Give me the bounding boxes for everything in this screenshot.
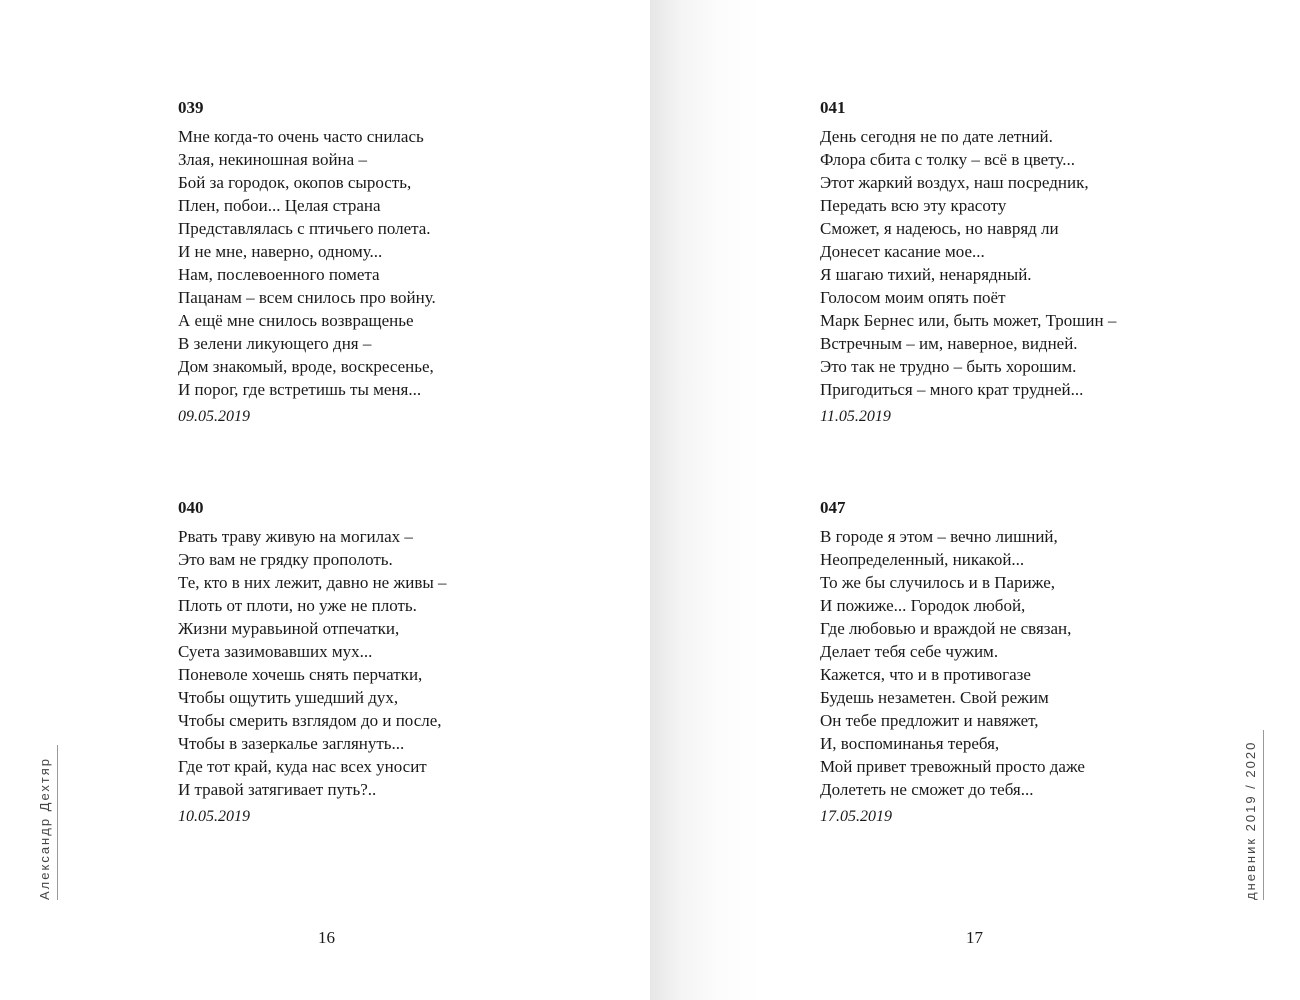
poem-line: День сегодня не по дате летний. [820,127,1053,146]
poem-line: Флора сбита с толку – всё в цвету... [820,150,1075,169]
poem-line: Жизни муравьиной отпечатки, [178,619,400,638]
poem-date: 09.05.2019 [178,408,250,425]
poem-line: Он тебе предложит и навяжет, [820,711,1039,730]
book-title: дневник 2019 / 2020 [1243,740,1258,900]
poem-number: 041 [820,98,846,117]
poem-line: Марк Бернес или, быть может, Трошин – [820,311,1117,330]
poem-line: Делает тебя себе чужим. [820,642,999,661]
poem-date: 10.05.2019 [178,808,250,825]
author-name: Александр Дехтяр [37,757,52,900]
poem-line: Это так не трудно – быть хорошим. [820,357,1077,376]
poem-line: Злая, некиношная война – [178,150,367,169]
poem-line: Чтобы смерить взглядом до и после, [178,711,442,730]
poem-line: Чтобы в зазеркалье заглянуть... [178,734,405,753]
page-number: 16 [318,928,335,947]
poem-line: Долететь не сможет до тебя... [820,780,1034,799]
poem-line: Мой привет тревожный просто даже [820,757,1085,776]
poem-line: Чтобы ощутить ушедший дух, [178,688,399,707]
poem-040 [178,497,598,828]
poem-line: И травой затягивает путь?.. [178,780,377,799]
poem-line: Сможет, я надеюсь, но навряд ли [820,219,1059,238]
poem-line: Плен, побои... Целая страна [178,196,381,215]
poem-line: Будешь незаметен. Свой режим [820,688,1049,707]
book-title-side-label [1240,730,1262,900]
poem-line: Встречным – им, наверное, видней. [820,334,1078,353]
poem-047 [820,497,1240,828]
poem-number: 040 [178,498,204,517]
poem-041 [820,97,1240,428]
poem-line: Кажется, что и в противогазе [820,665,1031,684]
poem-line: Неопределенный, никакой... [820,550,1025,569]
poem-line: Этот жаркий воздух, наш посредник, [820,173,1089,192]
poem-line: Бой за городок, окопов сырость, [178,173,412,192]
poem-line: Где любовью и враждой не связан, [820,619,1072,638]
poem-line: Голосом моим опять поёт [820,288,1006,307]
poem-number: 047 [820,498,846,517]
poem-lines [178,125,598,401]
poem-date: 17.05.2019 [820,808,892,825]
right-page [650,0,1300,1000]
poem-lines [820,525,1240,801]
poem-line: Нам, послевоенного помета [178,265,380,284]
poem-line: И не мне, наверно, одному... [178,242,383,261]
poem-line: То же бы случилось и в Париже, [820,573,1055,592]
poem-line: И, воспоминанья теребя, [820,734,1000,753]
poem-line: И пожиже... Городок любой, [820,596,1026,615]
poem-line: В зелени ликующего дня – [178,334,372,353]
poem-039 [178,97,598,428]
poem-line: Представлялась с птичьего полета. [178,219,431,238]
side-rule [1263,730,1264,900]
poem-line: Передать всю эту красоту [820,196,1007,215]
poem-line: Пригодиться – много крат трудней... [820,380,1084,399]
poem-line: И порог, где встретишь ты меня... [178,380,422,399]
poem-line: Плоть от плоти, но уже не плоть. [178,596,417,615]
poem-line: Донесет касание мое... [820,242,985,261]
poem-line: Суета зазимовавших мух... [178,642,373,661]
poem-date: 11.05.2019 [820,408,891,425]
poem-line: Поневоле хочешь снять перчатки, [178,665,423,684]
poem-line: Мне когда-то очень часто снилась [178,127,424,146]
side-rule [57,745,58,900]
poem-lines [178,525,598,801]
poem-line: Где тот край, куда нас всех уносит [178,757,427,776]
poem-line: А ещё мне снилось возвращенье [178,311,414,330]
poem-lines [820,125,1240,401]
poem-line: Дом знакомый, вроде, воскресенье, [178,357,434,376]
author-side-label [34,730,56,900]
poem-line: Я шагаю тихий, ненарядный. [820,265,1032,284]
poem-number: 039 [178,98,204,117]
poem-line: В городе я этом – вечно лишний, [820,527,1058,546]
poem-line: Пацанам – всем снилось про войну. [178,288,436,307]
page-number: 17 [966,928,983,947]
poem-line: Рвать траву живую на могилах – [178,527,413,546]
poem-line: Те, кто в них лежит, давно не живы – [178,573,447,592]
poem-line: Это вам не грядку прополоть. [178,550,393,569]
